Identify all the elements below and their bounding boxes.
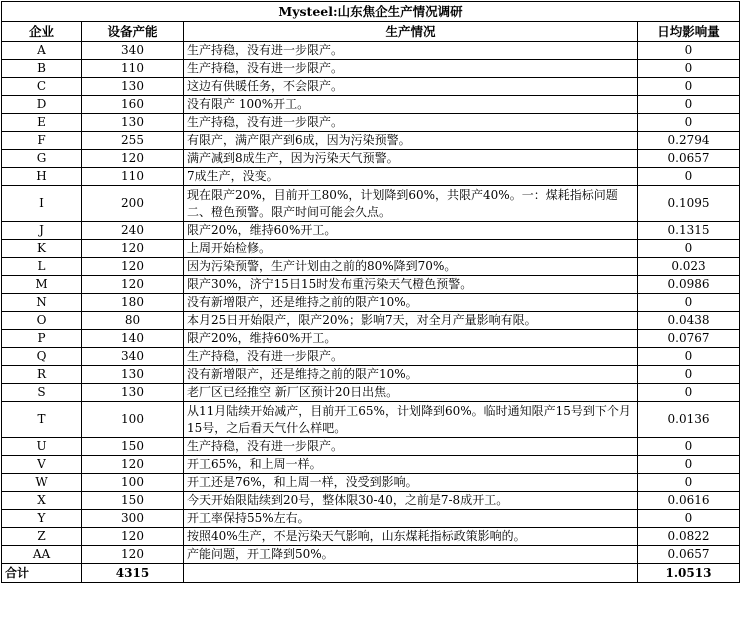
impact-cell: 0.0822 (638, 528, 740, 546)
status-cell: 7成生产，没变。 (184, 168, 638, 186)
status-cell: 生产持稳，没有进一步限产。 (184, 60, 638, 78)
capacity-cell: 100 (82, 402, 184, 438)
company-cell: U (2, 438, 82, 456)
company-cell: V (2, 456, 82, 474)
status-cell: 生产持稳，没有进一步限产。 (184, 348, 638, 366)
company-cell: A (2, 42, 82, 60)
impact-cell: 0.0657 (638, 546, 740, 564)
survey-table (1, 1, 740, 583)
impact-cell: 0 (638, 474, 740, 492)
company-cell: T (2, 402, 82, 438)
status-cell: 老厂区已经推空 新厂区预计20日出焦。 (184, 384, 638, 402)
impact-cell: 0 (638, 168, 740, 186)
company-cell: X (2, 492, 82, 510)
company-cell: Y (2, 510, 82, 528)
capacity-cell: 110 (82, 60, 184, 78)
company-cell: I (2, 186, 82, 222)
capacity-cell: 255 (82, 132, 184, 150)
total-impact: 1.0513 (638, 564, 740, 583)
table-title: Mysteel:山东焦企生产情况调研 (2, 2, 740, 22)
company-cell: D (2, 96, 82, 114)
table-row (2, 240, 740, 258)
company-cell: W (2, 474, 82, 492)
capacity-cell: 120 (82, 276, 184, 294)
impact-cell: 0.0616 (638, 492, 740, 510)
table-row (2, 258, 740, 276)
company-cell: R (2, 366, 82, 384)
table-row (2, 60, 740, 78)
impact-cell: 0 (638, 240, 740, 258)
company-cell: Z (2, 528, 82, 546)
impact-cell: 0 (638, 384, 740, 402)
table-row (2, 186, 740, 222)
impact-cell: 0 (638, 510, 740, 528)
impact-cell: 0 (638, 348, 740, 366)
table-row (2, 510, 740, 528)
impact-cell: 0 (638, 438, 740, 456)
capacity-cell: 140 (82, 330, 184, 348)
total-status-empty (184, 564, 638, 583)
capacity-cell: 180 (82, 294, 184, 312)
capacity-cell: 80 (82, 312, 184, 330)
header-status: 生产情况 (184, 22, 638, 42)
company-cell: K (2, 240, 82, 258)
capacity-cell: 130 (82, 78, 184, 96)
table-row (2, 402, 740, 438)
capacity-cell: 150 (82, 492, 184, 510)
table-row (2, 528, 740, 546)
table-row (2, 132, 740, 150)
capacity-cell: 160 (82, 96, 184, 114)
table-row (2, 150, 740, 168)
company-cell: B (2, 60, 82, 78)
status-cell: 本月25日开始限产，限产20%；影响7天，对全月产量影响有限。 (184, 312, 638, 330)
status-cell: 没有新增限产，还是维持之前的限产10%。 (184, 366, 638, 384)
table-row (2, 366, 740, 384)
impact-cell: 0.0136 (638, 402, 740, 438)
impact-cell: 0.0767 (638, 330, 740, 348)
capacity-cell: 120 (82, 528, 184, 546)
impact-cell: 0.0986 (638, 276, 740, 294)
status-cell: 按照40%生产，不是污染天气影响，山东煤耗指标政策影响的。 (184, 528, 638, 546)
impact-cell: 0 (638, 42, 740, 60)
capacity-cell: 120 (82, 258, 184, 276)
status-cell: 满产减到8成生产，因为污染天气预警。 (184, 150, 638, 168)
capacity-cell: 100 (82, 474, 184, 492)
company-cell: M (2, 276, 82, 294)
status-cell: 限产30%，济宁15日15时发布重污染天气橙色预警。 (184, 276, 638, 294)
impact-cell: 0 (638, 366, 740, 384)
capacity-cell: 150 (82, 438, 184, 456)
total-row (2, 564, 740, 583)
impact-cell: 0 (638, 96, 740, 114)
impact-cell: 0 (638, 114, 740, 132)
table-row (2, 474, 740, 492)
table-row (2, 294, 740, 312)
table-row (2, 330, 740, 348)
capacity-cell: 130 (82, 114, 184, 132)
status-cell: 限产20%，维持60%开工。 (184, 222, 638, 240)
capacity-cell: 110 (82, 168, 184, 186)
impact-cell: 0.2794 (638, 132, 740, 150)
capacity-cell: 300 (82, 510, 184, 528)
status-cell: 开工还是76%，和上周一样，没受到影响。 (184, 474, 638, 492)
header-capacity: 设备产能 (82, 22, 184, 42)
company-cell: O (2, 312, 82, 330)
table-row (2, 276, 740, 294)
impact-cell: 0 (638, 60, 740, 78)
company-cell: N (2, 294, 82, 312)
header-impact: 日均影响量 (638, 22, 740, 42)
company-cell: L (2, 258, 82, 276)
impact-cell: 0 (638, 294, 740, 312)
status-cell: 有限产，满产限产到6成，因为污染预警。 (184, 132, 638, 150)
company-cell: P (2, 330, 82, 348)
capacity-cell: 340 (82, 42, 184, 60)
table-row (2, 42, 740, 60)
capacity-cell: 120 (82, 150, 184, 168)
table-body (2, 2, 740, 583)
total-capacity: 4315 (82, 564, 184, 583)
status-cell: 现在限产20%，目前开工80%，计划降到60%，共限产40%。一：煤耗指标问题 二、橙色预警。限产时间可能会久点。 (184, 186, 638, 222)
status-cell: 上周开始检修。 (184, 240, 638, 258)
capacity-cell: 200 (82, 186, 184, 222)
capacity-cell: 120 (82, 546, 184, 564)
impact-cell: 0.023 (638, 258, 740, 276)
company-cell: H (2, 168, 82, 186)
impact-cell: 0.0438 (638, 312, 740, 330)
table-row (2, 114, 740, 132)
status-cell: 开工65%，和上周一样。 (184, 456, 638, 474)
table-row (2, 456, 740, 474)
status-cell: 生产持稳，没有进一步限产。 (184, 438, 638, 456)
status-cell: 开工率保持55%左右。 (184, 510, 638, 528)
header-company: 企业 (2, 22, 82, 42)
status-cell: 没有新增限产，还是维持之前的限产10%。 (184, 294, 638, 312)
header-row (2, 22, 740, 42)
table-row (2, 384, 740, 402)
status-cell: 因为污染预警，生产计划由之前的80%降到70%。 (184, 258, 638, 276)
company-cell: J (2, 222, 82, 240)
company-cell: E (2, 114, 82, 132)
table-row (2, 96, 740, 114)
status-cell: 生产持稳，没有进一步限产。 (184, 42, 638, 60)
status-cell: 从11月陆续开始减产，目前开工65%，计划降到60%。临时通知限产15号到下个月15号，之后看天气什么样吧。 (184, 402, 638, 438)
company-cell: F (2, 132, 82, 150)
impact-cell: 0 (638, 456, 740, 474)
impact-cell: 0.1095 (638, 186, 740, 222)
status-cell: 限产20%，维持60%开工。 (184, 330, 638, 348)
impact-cell: 0 (638, 78, 740, 96)
company-cell: S (2, 384, 82, 402)
status-cell: 生产持稳，没有进一步限产。 (184, 114, 638, 132)
company-cell: Q (2, 348, 82, 366)
status-cell: 这边有供暖任务，不会限产。 (184, 78, 638, 96)
table-row (2, 438, 740, 456)
company-cell: G (2, 150, 82, 168)
status-cell: 今天开始限陆续到20号，整体限30-40，之前是7-8成开工。 (184, 492, 638, 510)
table-row (2, 78, 740, 96)
title-row (2, 2, 740, 22)
impact-cell: 0.1315 (638, 222, 740, 240)
status-cell: 没有限产 100%开工。 (184, 96, 638, 114)
table-row (2, 312, 740, 330)
capacity-cell: 130 (82, 384, 184, 402)
capacity-cell: 120 (82, 240, 184, 258)
table-row (2, 546, 740, 564)
company-cell: AA (2, 546, 82, 564)
capacity-cell: 120 (82, 456, 184, 474)
capacity-cell: 130 (82, 366, 184, 384)
company-cell: C (2, 78, 82, 96)
table-row (2, 168, 740, 186)
capacity-cell: 240 (82, 222, 184, 240)
impact-cell: 0.0657 (638, 150, 740, 168)
table-row (2, 348, 740, 366)
status-cell: 产能问题，开工降到50%。 (184, 546, 638, 564)
total-label: 合计 (2, 564, 82, 583)
capacity-cell: 340 (82, 348, 184, 366)
table-row (2, 492, 740, 510)
table-row (2, 222, 740, 240)
